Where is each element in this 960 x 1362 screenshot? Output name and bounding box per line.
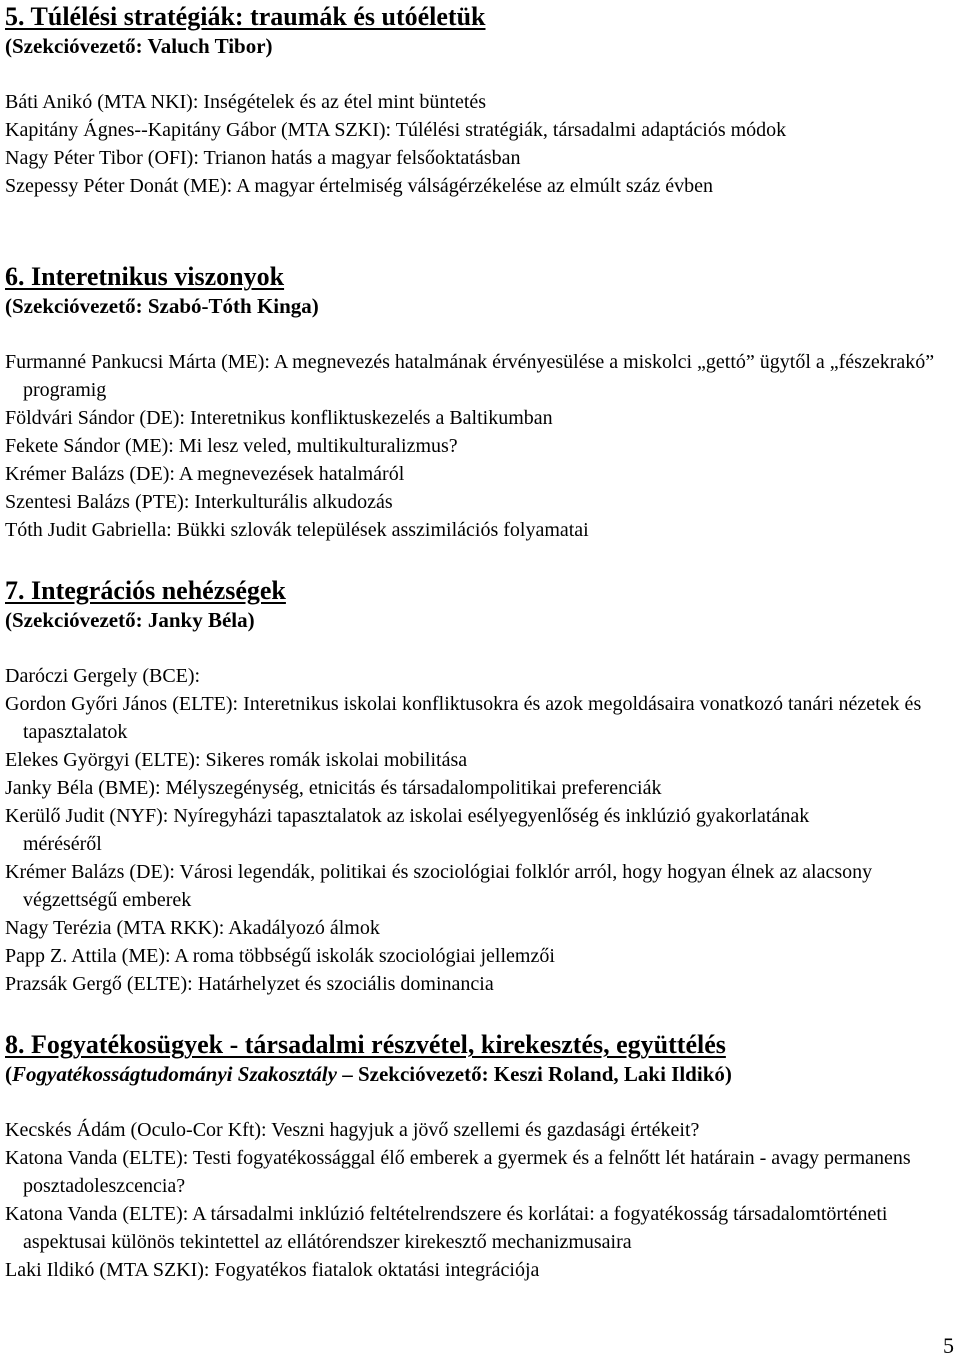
section-title: 7. Integrációs nehézségek xyxy=(5,576,286,605)
list-item: Kapitány Ágnes--Kapitány Gábor (MTA SZKI): Túlélési stratégiák, társadalmi adaptációs módok xyxy=(5,119,787,141)
list-item: Földvári Sándor (DE): Interetnikus konfliktuskezelés a Baltikumban xyxy=(5,407,553,429)
leader-rest: – Szekcióvezető: Keszi Roland, Laki Ildikó) xyxy=(336,1062,732,1086)
leader-open: ( xyxy=(5,1062,12,1086)
section-leader: (Szekcióvezető: Valuch Tibor) xyxy=(5,34,273,58)
list-item: Kecskés Ádám (Oculo-Cor Kft): Veszni hagyjuk a jövő szellemi és gazdasági értékeit? xyxy=(5,1119,700,1141)
list-item: Nagy Péter Tibor (OFI): Trianon hatás a magyar felsőoktatásban xyxy=(5,147,521,169)
list-item: Laki Ildikó (MTA SZKI): Fogyatékos fiatalok oktatási integrációja xyxy=(5,1259,540,1281)
list-item: Kerülő Judit (NYF): Nyíregyházi tapasztalatok az iskolai esélyegyenlőség és inklúzió gyakorlatának méréséről xyxy=(5,805,810,855)
leader-organization: Fogyatékosságtudományi Szakosztály xyxy=(12,1062,337,1086)
entry-list xyxy=(5,662,955,998)
list-item: Nagy Terézia (MTA RKK): Akadályozó álmok xyxy=(5,917,380,939)
section-6 xyxy=(5,262,955,544)
list-item: Daróczi Gergely (BCE): xyxy=(5,665,201,687)
list-item: Elekes Györgyi (ELTE): Sikeres romák iskolai mobilitása xyxy=(5,749,468,771)
list-item: Papp Z. Attila (ME): A roma többségű iskolák szociológiai jellemzői xyxy=(5,945,555,967)
list-item: Furmanné Pankucsi Márta (ME): A megnevezés hatalmának érvényesülése a miskolci „gettó” ügytől a „fészekrakó” programig xyxy=(5,351,935,401)
list-item: Fekete Sándor (ME): Mi lesz veled, multikulturalizmus? xyxy=(5,435,458,457)
entry-list xyxy=(5,1116,955,1284)
page-number: 5 xyxy=(943,1333,954,1358)
list-item: Krémer Balázs (DE): A megnevezések hatalmáról xyxy=(5,463,405,485)
section-title: 8. Fogyatékosügyek - társadalmi részvétel, kirekesztés, együttélés xyxy=(5,1030,726,1059)
entry-list xyxy=(5,348,955,544)
list-item: Gordon Győri János (ELTE): Interetnikus iskolai konfliktusokra és azok megoldásaira vonatkozó tanári nézetek és tapasztalatok xyxy=(5,693,922,743)
section-title: 5. Túlélési stratégiák: traumák és utóéletük xyxy=(5,2,486,31)
section-8 xyxy=(5,1030,955,1284)
list-item: Szentesi Balázs (PTE): Interkulturális alkudozás xyxy=(5,491,393,513)
section-leader: (Szekcióvezető: Janky Béla) xyxy=(5,608,255,632)
list-item: Katona Vanda (ELTE): Testi fogyatékossággal élő emberek a gyermek és a felnőtt lét határain - avagy permanens posztadoleszcencia? xyxy=(5,1147,911,1197)
list-item: Katona Vanda (ELTE): A társadalmi inklúzió feltételrendszere és korlátai: a fogyatékosság társadalomtörténeti aspektusai különös tekintettel az ellátórendszer kirekesztő mechanizmusaira xyxy=(5,1203,888,1253)
list-item: Tóth Judit Gabriella: Bükki szlovák települések asszimilációs folyamatai xyxy=(5,519,589,541)
section-title: 6. Interetnikus viszonyok xyxy=(5,262,285,291)
section-7 xyxy=(5,576,955,998)
list-item: Szepessy Péter Donát (ME): A magyar értelmiség válságérzékelése az elmúlt száz évben xyxy=(5,175,714,197)
list-item: Krémer Balázs (DE): Városi legendák, politikai és szociológiai folklór arról, hogy hogyan élnek az alacsony végzettségű emberek xyxy=(5,861,873,911)
section-leader xyxy=(5,1060,955,1088)
list-item: Prazsák Gergő (ELTE): Határhelyzet és szociális dominancia xyxy=(5,973,494,995)
list-item: Báti Anikó (MTA NKI): Inségételek és az étel mint büntetés xyxy=(5,91,487,113)
section-leader: (Szekcióvezető: Szabó-Tóth Kinga) xyxy=(5,294,319,318)
list-item: Janky Béla (BME): Mélyszegénység, etnicitás és társadalompolitikai preferenciák xyxy=(5,777,662,799)
entry-list xyxy=(5,88,955,200)
section-5 xyxy=(5,2,955,200)
